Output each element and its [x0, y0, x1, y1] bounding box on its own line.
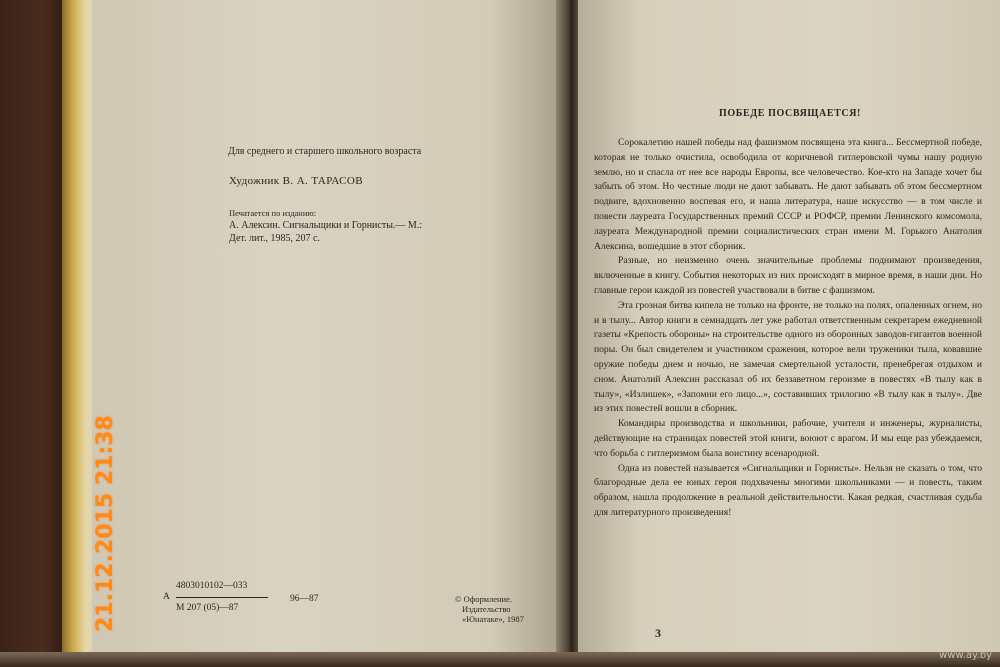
- code-a-top: 4803010102—033: [176, 581, 248, 591]
- reprint-note: Печатается по изданию:: [229, 208, 317, 218]
- body-text: [594, 136, 982, 521]
- watermark: www.ay.by: [939, 650, 992, 661]
- code-a-letter: А: [163, 592, 170, 602]
- table-surface: [0, 0, 70, 667]
- paragraph: Сорокалетию нашей победы над фашизмом посвящена эта книга... Бессмертной победе, которая не только очистила, освободила от коричневой гитлеровской чумы нашу родную землю, но и спасла от нее все народы Европы, все человечество. Кое-кто на Западе хочет бы забыть об этом. Но честные люди не дают забывать. Не дают забывать об этом бессмертном подвиге, вдохновенно воспевая его, и наша литература, наше искусство — в том числе и повести лауреата Государственных премий СССР и РОФСР, премии Ленинского комсомола, лауреата Международной премии социалистических стран имени М. Горького Анатолия Алексина, вошедшие в этот сборник.: [594, 137, 982, 252]
- paragraph: Командиры производства и школьники, рабочие, учителя и инженеры, журналисты, действующие на страницах повестей этой книги, воюют с врагом. И мы еще раз убеждаемся, что борьба с гитлеризмом была воистину всенародной.: [594, 418, 982, 459]
- illustrator-credit: Художник В. А. ТАРАСОВ: [229, 175, 363, 187]
- page-heading: ПОБЕДЕ ПОСВЯЩАЕТСЯ!: [719, 108, 861, 119]
- book-cover-edge: [62, 0, 96, 667]
- imprint-line-2: Издательство: [462, 604, 511, 614]
- reprint-line-1: А. Алексин. Сигнальщики и Горнисты.— М.:: [229, 220, 423, 231]
- book-bottom-edge: [0, 652, 1000, 667]
- imprint-line-3: «Юнатаке», 1987: [462, 614, 524, 624]
- paragraph: Эта грозная битва кипела не только на фронте, не только на полях, опаленных огнем, но и в тылу... Автор книги в семнадцать лет уже работал ответственным секретарем ежедневной газеты «Крепость обороны» на строительстве одного из оборонных заводов-гигантов военной поры. Он был свидетелем и участником сражения, которое вели труженики тыла, ковавшие оружие победы днем и ночью, не замечая смертельной усталости, пренебрегая отдыхом и сном. Анатолий Алексин рассказал об их беззаветном героизме в повестях «В тылу как в тылу», «Излишек», «Запомни его лицо...», составивших трилогию «В тылу как в тылу». Две из этих повестей вошли в сборник.: [594, 299, 982, 415]
- code-fraction-line: [176, 597, 268, 598]
- page-number: 3: [655, 626, 661, 640]
- code-range: 96—87: [290, 594, 319, 604]
- paragraph: Одна из повестей называется «Сигнальщики и Горнисты». Нельзя не сказать о том, что благородные дела ее юных героя подхвачены многими школьниками — и повесть, таким образом, нашла продолжение в реальной действительности. Какая редкая, счастливая судьба для литературного произведения!: [594, 462, 982, 518]
- paragraph: Разные, но неизменно очень значительные проблемы поднимают произведения, включенные в книгу. События некоторых из них происходят в мирное время, в наши дни. Но главные герои каждой из повестей участвовали в битве с фашизмом.: [594, 255, 982, 296]
- reprint-line-2: Дет. лит., 1985, 207 с.: [229, 233, 320, 244]
- imprint-line-1: © Оформление.: [455, 594, 512, 604]
- audience-note: Для среднего и старшего школьного возраста: [228, 146, 422, 157]
- left-page: [92, 0, 562, 667]
- code-m: М 207 (05)—87: [176, 603, 239, 613]
- date-stamp: 21.12.2015 21:38: [93, 415, 118, 632]
